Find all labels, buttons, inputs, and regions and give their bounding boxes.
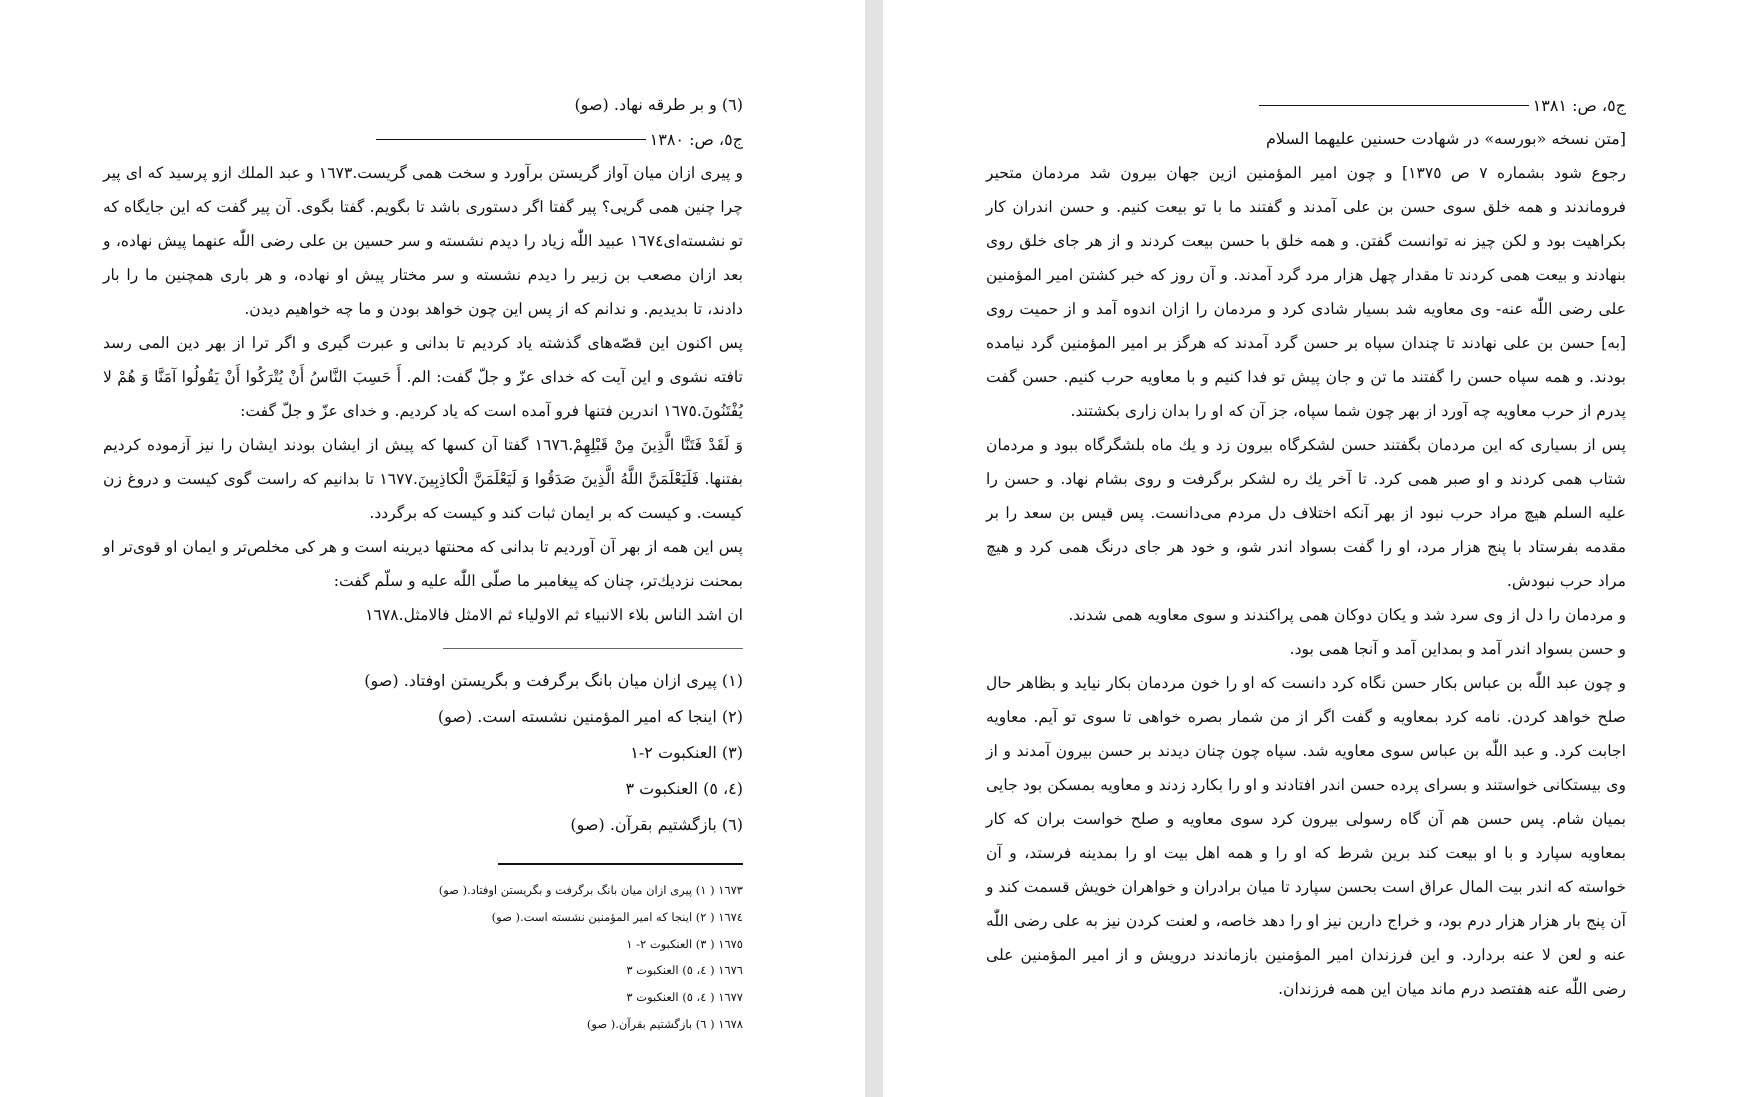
endnote: ١٦٧٥ ( ٣) العنکبوت ٢- ١ xyxy=(626,936,743,951)
paragraph: رجوع شود بشماره ٧ ص ١٣٧٥] و چون امیر المؤمنین ازین جهان بیرون شد مردمان متحیر فروماندند و همه خلق سوی حسن بن علی آمدند و گفتند ما با تو بیعت کنیم. و حسن اندران کار بکراهیت بود و لکن چیز نه توانست گفتن. و همه خلق با حسن بیعت کردند و از هر جای خلق روی بنهادند و بیعت همی کردند تا مقدار چهل هزار مرد گرد آمدند. و آن روز که خبر کشتن امیر المؤمنین علی رضی اللّٰه عنه- وی معاویه شد بسیار شادی کرد و مردمان را ازان اندوه آمد و از حمیت روی [به] حسن بن علی نهادند تا چندان سپاه بر حسن گرد آمدند که هرگز بر امیر المؤمنین گرد نیامده بودند. و همه سپاه حسن را گفتند ما تن و جان پیش تو فدا کنیم و با معاویه حرب کنیم. حسن گفت پدرم از حرب معاویه چه آورد از بهر چون شما سپاه، جز آن که او را بدان زاری بکشتند. xyxy=(986,164,1626,420)
paragraph: وَ لَقَدْ فَتَنَّا الَّذِينَ مِنْ قَبْلِهِمْ.١٦٧٦ گفتا آن کسها که پیش از ایشان بودند ایشان را نیز آزموده کردیم بفتنها. فَلَيَعْلَمَنَّ اللَّهُ الَّذِينَ صَدَقُوا وَ لَيَعْلَمَنَّ الْكاذِبِينَ.١٦٧٧ تا بدانیم که راست گوی کیست و دروغ زن کیست. و کیست که بر ایمان ثبات کند و کیست که برگردد. xyxy=(103,436,743,522)
left-column xyxy=(103,88,743,1038)
right-page xyxy=(883,0,1746,1097)
page-reference-rule xyxy=(376,139,646,140)
page-reference xyxy=(103,122,743,156)
page-reference-label: ج٥، ص: ١٣٨١ xyxy=(1532,95,1626,115)
footnote: (٦) بازگشتیم بقرآن. (صو) xyxy=(570,815,743,834)
footnote: (٣) العنکبوت ٢-١ xyxy=(630,743,743,762)
endnote: ١٦٧٣ ( ١) پیری ازان میان بانگ برگرفت و بگریستن اوفتاد.( صو) xyxy=(438,883,743,897)
paragraph: پس این همه از بهر آن آوردیم تا بدانی که محنتها دیرینه است و هر کی مخلص‌تر و ایمان او قوی‌تر او بمحنت نزدیك‌تر، چنان که پیغامبر ما صلّی اللّٰه علیه و سلّم گفت: xyxy=(103,538,743,590)
endnote: ١٦٧٦ ( ٤، ٥) العنکبوت ٣ xyxy=(626,963,743,978)
page-reference xyxy=(986,88,1626,122)
paragraph: ان اشد الناس بلاء الانبیاء ثم الاولیاء ثم الامثل فالامثل.١٦٧٨ xyxy=(365,606,743,624)
paragraph: و پیری ازان میان آواز گریستن برآورد و سخت همی گریست.١٦٧٣ و عبد الملك ازو پرسید که ای پیر چرا چنین همی گریی؟ پیر گفتا اگر دستوری باشد تا بگویم. گفتا بگوی. آن پیر گفت که این جایگاه که تو نشسته‌ای١٦٧٤ عبید اللّٰه زیاد را دیدم نشسته و سر حسین بن علی رضی اللّٰه عنهما پیش نهاده، و بعد ازان مصعب بن زبیر را دیدم نشسته و سر مختار پیش او نهاده، و هر باری همچنین ما را بار دادند، تا بدیدیم. و ندانم که از پس این چون خواهد بودن و ما چه خواهیم دیدن. xyxy=(103,164,743,318)
endnote: ١٦٧٨ ( ٦) بازگشتیم بقرآن.( صو) xyxy=(586,1016,743,1031)
top-note: (٦) و بر طرقه نهاد. (صو) xyxy=(574,95,743,114)
paragraph: پس اکنون این قصّه‌های گذشته یاد کردیم تا بدانی و عبرت گیری و اگر ترا از بهر دین المی رسد تافته نشوی و این آیت که خدای عزّ و جلّ گفت: الم. أَ حَسِبَ النَّاسُ أَنْ يُتْرَكُوا أَنْ يَقُولُوا آمَنَّا وَ هُمْ لا يُفْتَنُونَ.١٦٧٥ اندرین فتنها فرو آمده است که یاد کردیم. و خدای عزّ و جلّ گفت: xyxy=(103,334,744,420)
left-page xyxy=(0,0,865,1097)
paragraph: پس از بسیاری که این مردمان بگفتند حسن لشکرگاه بیرون زد و یك ماه بلشگرگاه ببود و مردمان شتاب همی کردند و او صبر همی کرد. تا آخر یك ره لشکر برگرفت و روی بشام نهاد. و حسن را علیه السلم هیچ مراد حرب نبود از بهر آنکه اختلاف دل مردم می‌دانست. پس قیس بن سعد را بر مقدمه بفرستاد با پنج هزار مرد، او را گفت بسواد اندر شو، و خود هر جای درنگ همی کرد و هیچ مراد حرب نبودش. xyxy=(986,436,1626,590)
footnote: (١) پیری ازان میان بانگ برگرفت و بگریستن اوفتاد. (صو) xyxy=(364,671,743,690)
paragraph: و مردمان را دل از وی سرد شد و یکان دوکان همی پراکندند و سوی معاویه همی شدند. xyxy=(1068,606,1626,624)
book-gutter xyxy=(865,0,883,1097)
right-column xyxy=(986,88,1626,1006)
endnote-separator xyxy=(498,863,743,865)
footnote: (٢) اینجا که امیر المؤمنین نشسته است. (صو) xyxy=(437,707,743,726)
section-heading: [متن نسخه «بورسه» در شهادت حسنین علیهما السلام xyxy=(1266,129,1626,148)
footnote-separator xyxy=(443,648,743,649)
paragraph: و چون عبد اللّٰه بن عباس بکار حسن نگاه کرد دانست که او را خون مردمان بکار نیاید و بظاهر حال صلح خواهد کردن. نامه کرد بمعاویه و گفت اگر از من شمار بصره خواهی تا سوی تو آیم. معاویه اجابت کرد. و عبد اللّٰه بن عباس سوی معاویه شد. سپاه چون چنان دیدند بر حسن بیرون آمدند و از وی بیستکانی خواستند و بسرای پرده حسن اندر افتادند و او را بکارد زدند و معاویه بمسکن بود جایی بمیان شام. پس حسن هم آن گاه رسولی بیرون کرد سوی معاویه و صلح خواست بران که کار بمعاویه سپارد و با او بیعت کند برین شرط که او را و همه اهل بیت او را بمدینه فرستد، و آن خواسته که اندر بیت المال عراق است بحسن سپارد تا میان برادران و خواهران خویش قسمت کند و آن پنج بار هزار هزار درم بود، و خراج دارین نیز او را دهد خاصه، و لعنت کردن نیز به علی رضی اللّٰه عنه و لعن لا عنه بردارد. و این فرزندان امیر المؤمنین بازماندند درویش و از امیر المؤمنین علی رضی اللّٰه عنه هفتصد درم ماند میان این همه فرزندان. xyxy=(986,674,1626,998)
paragraph: و حسن بسواد اندر آمد و بمداین آمد و آنجا همی بود. xyxy=(1289,640,1626,658)
page-reference-rule xyxy=(1259,105,1529,106)
endnote: ١٦٧٧ ( ٤، ٥) العنکبوت ٣ xyxy=(626,990,743,1005)
page-reference-label: ج٥، ص: ١٣٨٠ xyxy=(649,129,743,149)
footnote: (٤، ٥) العنکبوت ٣ xyxy=(625,779,743,798)
endnote: ١٦٧٤ ( ٢) اینجا که امیر المؤمنین نشسته است.( صو) xyxy=(491,909,743,924)
